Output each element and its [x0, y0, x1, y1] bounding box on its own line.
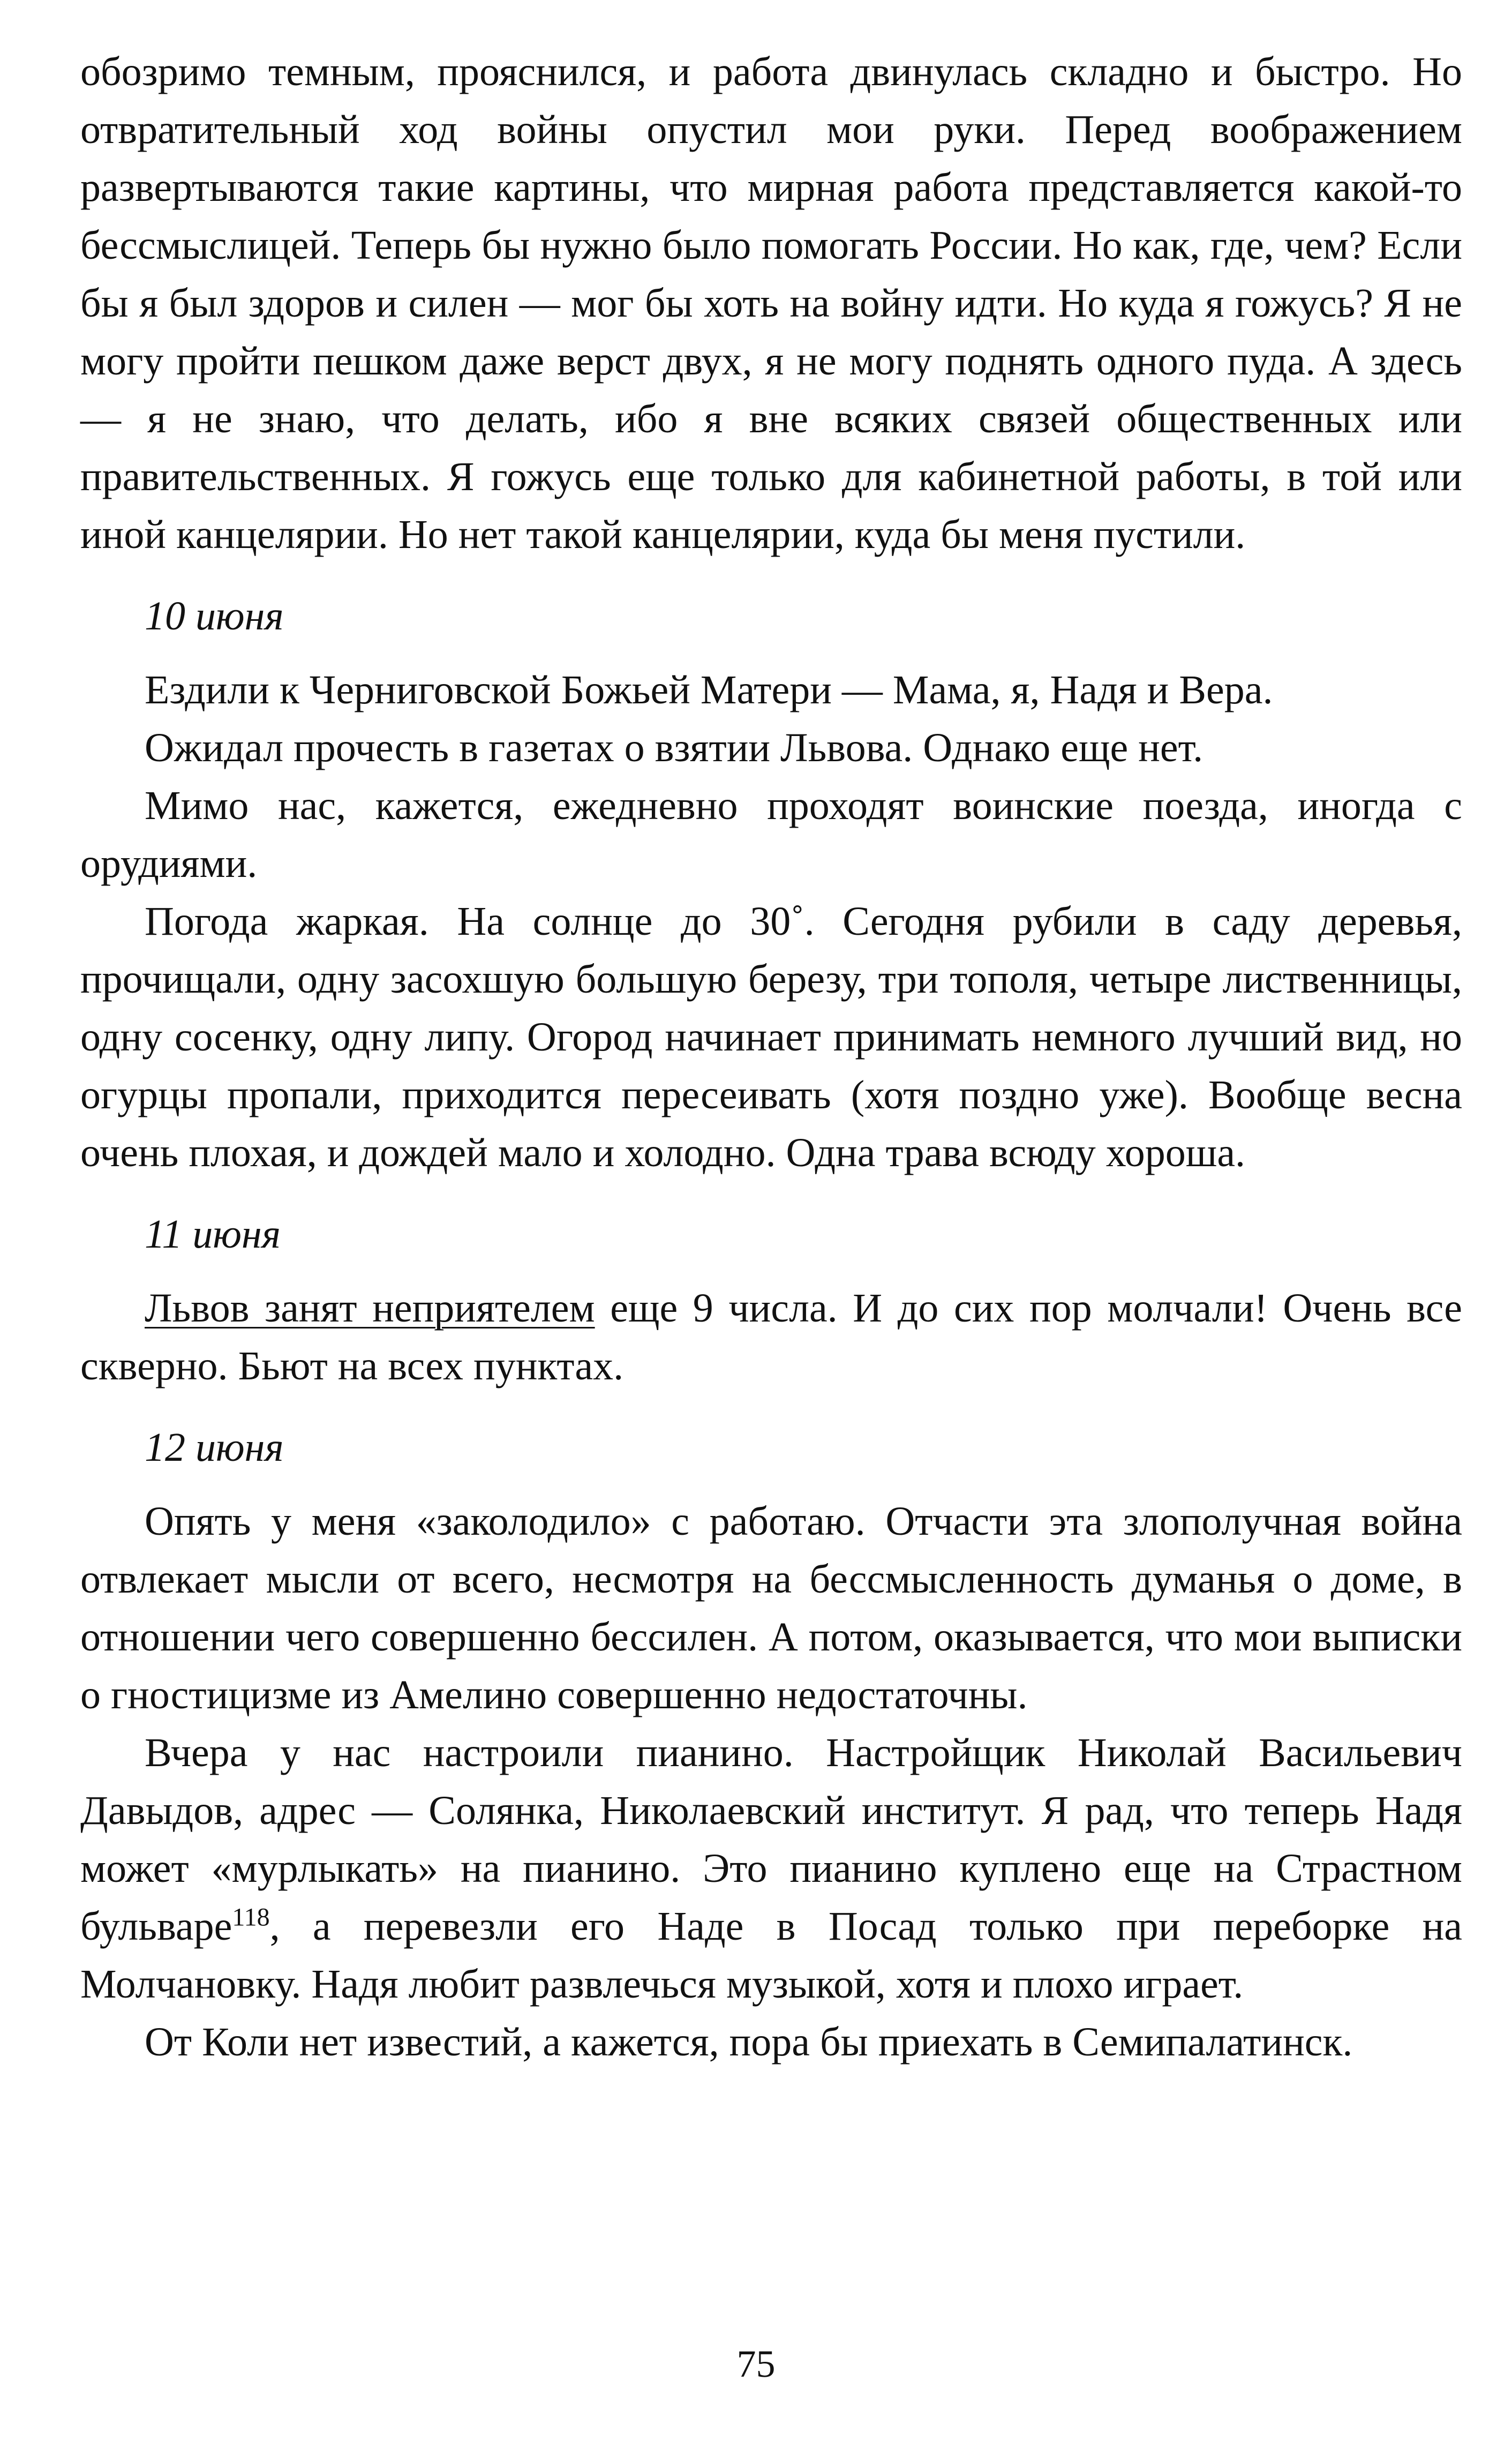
paragraph: Ездили к Черниговской Божьей Матери — Мама, я, Надя и Вера. [145, 667, 1273, 712]
page-number: 75 [736, 2343, 776, 2385]
paragraph: Мимо нас, кажется, ежедневно проходят воинские поезда, иногда с орудиями. [80, 783, 1462, 886]
underlined-phrase: Львов занят неприятелем [145, 1286, 595, 1331]
entry-date-june-11: 11 июня [145, 1212, 281, 1257]
paragraph-piano [80, 1724, 1462, 2013]
entry-date-june-10: 10 июня [145, 594, 284, 639]
entry-date-june-12: 12 июня [145, 1425, 284, 1470]
paragraph-june-11 [80, 1279, 1462, 1395]
paragraph: Опять у меня «заколодило» с работаю. Отчасти эта злополучная война отвлекает мысли от всего, несмотря на бессмысленность думанья о доме, в отношении чего совершенно бессилен. А потом, оказывается, что мои выписки о гностицизме из Амелино совершенно недостаточны. [80, 1499, 1462, 1717]
book-page [80, 43, 1462, 2071]
paragraph-text: Вчера у нас настроили пианино. Настройщик Николай Васильевич Давыдов, адрес — Солянка, Николаевский институт. Я рад, что теперь Надя может «мурлыкать» на пианино. Это пианино куплено еще на Страстном бульваре [80, 1730, 1462, 1949]
paragraph-text: , а перевезли его Наде в Посад только при переборке на Молчановку. Надя любит развлечься музыкой, хотя и плохо играет. [80, 1904, 1462, 2007]
paragraph: Ожидал прочесть в газетах о взятии Львова. Однако еще нет. [145, 725, 1203, 770]
footnote-reference: 118 [232, 1903, 270, 1932]
paragraph-opening: обозримо темным, прояснился, и работа двинулась складно и быстро. Но отвратительный ход войны опустил мои руки. Перед воображением развертываются такие картины, что мирная работа представляется какой-то бессмыслицей. Теперь бы нужно было помогать России. Но как, где, чем? Если бы я был здоров и силен — мог бы хоть на войну идти. Но куда я гожусь? Я не могу пройти пешком даже верст двух, я не могу поднять одного пуда. А здесь — я не знаю, что делать, ибо я вне всяких связей общественных или правительственных. Я гожусь еще только для кабинетной работы, в той или иной канцелярии. Но нет такой канцелярии, куда бы меня пустили. [80, 49, 1462, 557]
paragraph: От Коли нет известий, а кажется, пора бы приехать в Семипалатинск. [145, 2020, 1353, 2065]
paragraph: Погода жаркая. На солнце до 30˚. Сегодня рубили в саду деревья, прочищали, одну засохшую большую березу, три тополя, четыре лиственницы, одну сосенку, одну липу. Огород начинает принимать немного лучший вид, но огурцы пропали, приходится пересеивать (хотя поздно уже). Вообще весна очень плохая, и дождей мало и холодно. Одна трава всюду хороша. [80, 899, 1462, 1175]
paragraph-text: еще 9 числа. И до сих пор молчали! Очень все скверно. Бьют на всех пунктах. [80, 1286, 1463, 1388]
